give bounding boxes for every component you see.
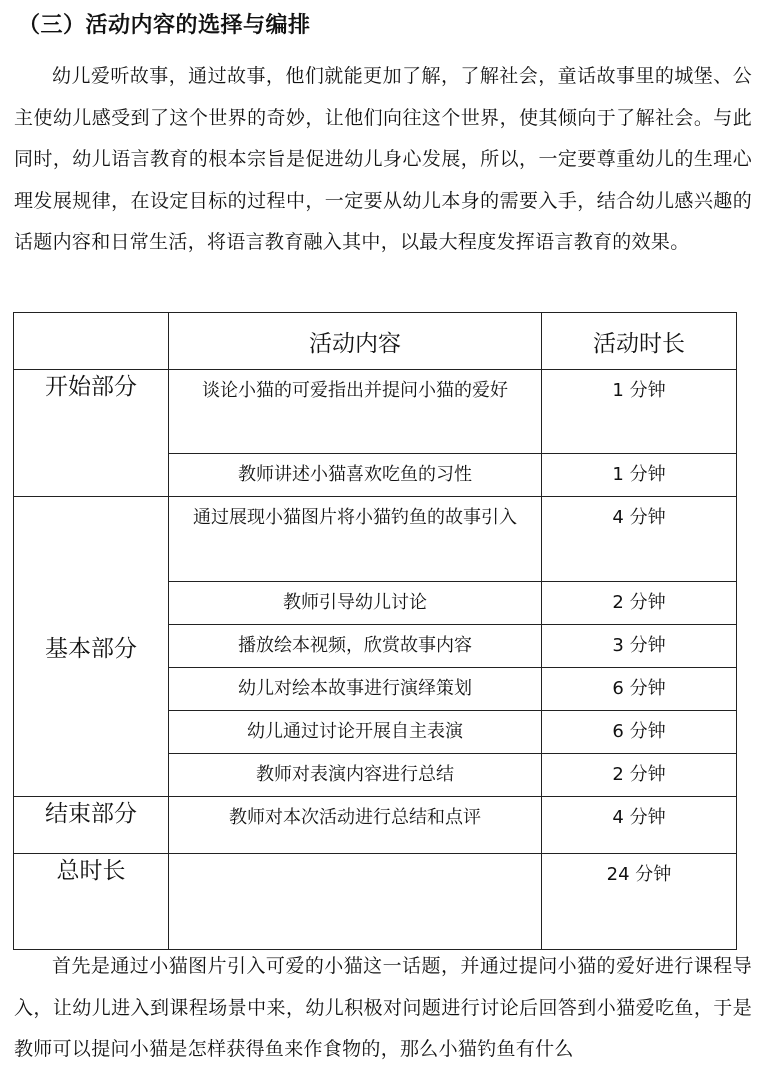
section-label-start: 开始部分: [14, 370, 169, 497]
activity-duration-cell: 2 分钟: [542, 582, 737, 625]
table-row: [14, 497, 737, 582]
activity-content-cell: 谈论小猫的可爱指出并提问小猫的爱好: [169, 370, 542, 454]
activity-content-cell: 教师引导幼儿讨论: [169, 582, 542, 625]
header-cell-content: 活动内容: [169, 313, 542, 370]
table-header-row: [14, 313, 737, 370]
activity-duration-cell: 1 分钟: [542, 370, 737, 454]
activity-content-cell: 教师讲述小猫喜欢吃鱼的习性: [169, 454, 542, 497]
activity-content-cell: 通过展现小猫图片将小猫钓鱼的故事引入: [169, 497, 542, 582]
activity-content-cell: 教师对本次活动进行总结和点评: [169, 797, 542, 854]
intro-paragraph: 幼儿爱听故事，通过故事，他们就能更加了解，了解社会，童话故事里的城堡、公主使幼儿感受到了这个世界的奇妙，让他们向往这个世界，使其倾向于了解社会。与此同时，幼儿语言教育的根本宗旨是促进幼儿身心发展，所以，一定要尊重幼儿的生理心理发展规律，在设定目标的过程中，一定要从幼儿本身的需要入手，结合幼儿感兴趣的话题内容和日常生活，将语言教育融入其中，以最大程度发挥语言教育的效果。: [14, 65, 752, 253]
activity-duration-cell: 4 分钟: [542, 497, 737, 582]
activity-schedule-table: [13, 312, 737, 950]
activity-content-cell: 幼儿通过讨论开展自主表演: [169, 711, 542, 754]
activity-duration-cell: 4 分钟: [542, 797, 737, 854]
activity-content-cell: 教师对表演内容进行总结: [169, 754, 542, 797]
section-heading: （三）活动内容的选择与编排: [18, 13, 311, 38]
section-label-end: 结束部分: [14, 797, 169, 854]
closing-paragraph: 首先是通过小猫图片引入可爱的小猫这一话题，并通过提问小猫的爱好进行课程导入，让幼儿进入到课程场景中来，幼儿积极对问题进行讨论后回答到小猫爱吃鱼，于是教师可以提问小猫是怎样获得鱼来作食物的，那么小猫钓鱼有什么: [14, 955, 752, 1060]
activity-duration-cell: 2 分钟: [542, 754, 737, 797]
header-cell-blank: [14, 313, 169, 370]
table-row: [14, 370, 737, 454]
activity-duration-cell: 1 分钟: [542, 454, 737, 497]
activity-duration-cell: 6 分钟: [542, 668, 737, 711]
activity-duration-cell: 3 分钟: [542, 625, 737, 668]
activity-content-cell: 幼儿对绘本故事进行演绎策划: [169, 668, 542, 711]
total-content-cell: [169, 854, 542, 950]
section-label-basic: 基本部分: [14, 497, 169, 797]
section-label-total: 总时长: [14, 854, 169, 950]
table-row-total: [14, 854, 737, 950]
header-cell-duration: 活动时长: [542, 313, 737, 370]
table-row: [14, 797, 737, 854]
activity-content-cell: 播放绘本视频，欣赏故事内容: [169, 625, 542, 668]
total-duration-cell: 24 分钟: [542, 854, 737, 950]
activity-duration-cell: 6 分钟: [542, 711, 737, 754]
